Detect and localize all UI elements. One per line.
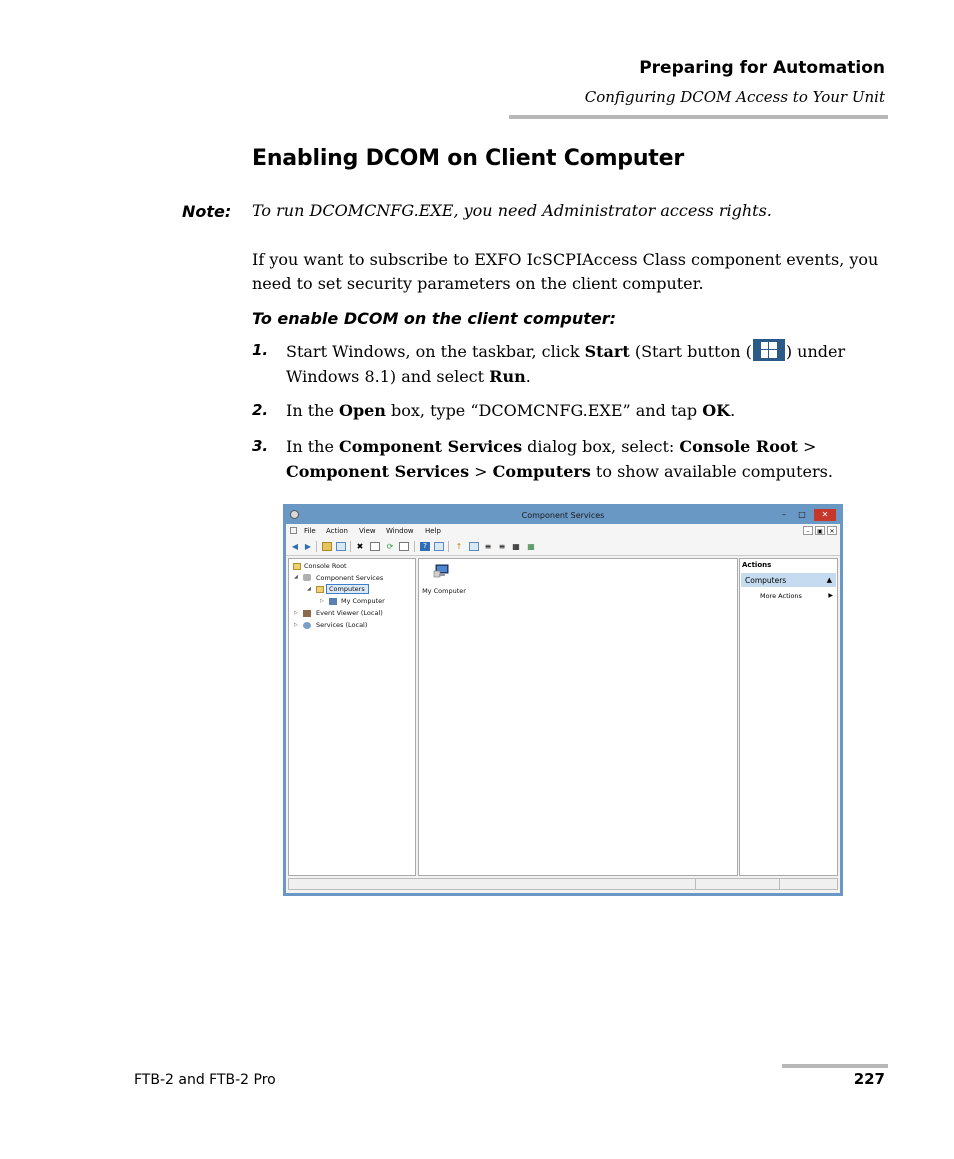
toolbar-separator <box>414 541 415 552</box>
menu-file[interactable]: File <box>304 527 316 535</box>
actions-header: Actions <box>742 561 772 569</box>
expanded-arrow-icon[interactable]: ◢ <box>294 574 298 580</box>
show-action-pane-icon[interactable] <box>434 542 444 551</box>
services-icon <box>303 622 311 629</box>
properties-icon[interactable] <box>370 542 380 551</box>
collapse-up-icon[interactable]: ▲ <box>826 576 832 584</box>
tree-item-my-computer[interactable]: My Computer <box>341 597 385 605</box>
menu-action[interactable]: Action <box>326 527 348 535</box>
collapsed-arrow-icon[interactable]: ▷ <box>294 610 298 616</box>
up-one-level-icon[interactable]: ↑ <box>455 542 463 551</box>
result-pane <box>418 558 738 876</box>
intro-paragraph: If you want to subscribe to EXFO IcSCPIAccess Class component events, you need to set security parameters on the client computer. <box>252 250 879 293</box>
my-computer-icon <box>329 598 337 605</box>
running-header-chapter: Preparing for Automation <box>639 58 885 78</box>
forward-icon[interactable]: ▶ <box>304 542 312 551</box>
menu-bar <box>286 524 840 538</box>
step-number: 1. <box>252 341 269 359</box>
status-bar <box>288 878 838 890</box>
tree-item-component-services[interactable]: Component Services <box>316 574 384 582</box>
page-number: 227 <box>853 1070 885 1088</box>
tree-item-console-root[interactable]: Console Root <box>304 562 347 570</box>
toolbar-separator <box>448 541 449 552</box>
tree-item-computers[interactable]: Computers <box>329 585 365 593</box>
window-title: Component Services <box>521 511 605 520</box>
status-divider <box>695 879 696 889</box>
console-icon <box>290 527 297 534</box>
status-divider <box>779 879 780 889</box>
actions-section-label: Computers <box>745 576 787 585</box>
computers-folder-icon <box>316 586 324 593</box>
folder-icon <box>293 563 301 570</box>
event-viewer-icon <box>303 610 311 617</box>
status-view-icon[interactable]: ▦ <box>527 542 535 551</box>
submenu-arrow-icon: ▶ <box>828 592 833 599</box>
toolbar <box>286 538 840 556</box>
up-folder-icon[interactable] <box>322 542 332 551</box>
tree-pane <box>288 558 416 876</box>
show-hide-tree-icon[interactable] <box>336 542 346 551</box>
toolbar-separator <box>350 541 351 552</box>
footer-product: FTB-2 and FTB-2 Pro <box>134 1072 276 1088</box>
my-computer-label: My Computer <box>422 587 466 595</box>
note-text: To run DCOMCNFG.EXE, you need Administrator access rights. <box>252 201 772 220</box>
step-number: 2. <box>252 401 269 419</box>
back-icon[interactable]: ◀ <box>291 542 299 551</box>
detail-view-icon[interactable]: ▦ <box>512 542 520 551</box>
mdi-restore-icon[interactable]: ▣ <box>815 526 825 535</box>
step-number: 3. <box>252 437 269 455</box>
mdi-close-icon[interactable]: ✕ <box>827 526 837 535</box>
procedure-title: To enable DCOM on the client computer: <box>252 309 617 328</box>
minimize-icon[interactable]: – <box>782 510 786 519</box>
running-header-section: Configuring DCOM Access to Your Unit <box>584 88 885 106</box>
large-icons-view-icon[interactable] <box>469 542 479 551</box>
close-icon[interactable]: ✕ <box>814 509 836 521</box>
actions-section-computers[interactable] <box>741 573 836 587</box>
note-label: Note: <box>182 202 232 221</box>
toolbar-separator <box>316 541 317 552</box>
export-list-icon[interactable] <box>399 542 409 551</box>
delete-icon[interactable]: ✖ <box>356 542 364 551</box>
small-icons-view-icon[interactable]: ≡ <box>484 542 492 551</box>
maximize-icon[interactable]: □ <box>798 510 806 519</box>
help-icon[interactable]: ? <box>420 542 430 551</box>
menu-help[interactable]: Help <box>425 527 441 535</box>
component-services-icon <box>303 574 311 581</box>
menu-view[interactable]: View <box>359 527 376 535</box>
step-2-text: In the Open box, type “DCOMCNFG.EXE” and tap OK. <box>286 401 736 420</box>
menu-window[interactable]: Window <box>386 527 414 535</box>
list-view-icon[interactable]: ≡ <box>498 542 506 551</box>
my-computer-icon[interactable] <box>433 563 449 577</box>
step-3-text: In the Component Services dialog box, select: Console Root > Component Services > Computers to show available computers. <box>286 437 833 481</box>
refresh-icon[interactable]: ⟳ <box>386 542 394 551</box>
tree-item-event-viewer[interactable]: Event Viewer (Local) <box>316 609 383 617</box>
component-services-screenshot <box>283 504 843 896</box>
tree-item-services[interactable]: Services (Local) <box>316 621 368 629</box>
header-rule <box>509 115 888 119</box>
footer-rule <box>782 1064 888 1068</box>
mdi-minimize-icon[interactable]: – <box>803 526 813 535</box>
section-heading: Enabling DCOM on Client Computer <box>252 146 684 171</box>
collapsed-arrow-icon[interactable]: ▷ <box>320 598 324 604</box>
window-titlebar <box>286 507 840 524</box>
actions-pane <box>739 558 838 876</box>
collapsed-arrow-icon[interactable]: ▷ <box>294 622 298 628</box>
step-1-text: Start Windows, on the taskbar, click Start (Start button ( ) under Windows 8.1) and select Run. <box>286 339 882 389</box>
expanded-arrow-icon[interactable]: ◢ <box>307 586 311 592</box>
windows-start-button-icon <box>753 339 785 361</box>
more-actions-item[interactable]: More Actions <box>760 592 802 600</box>
